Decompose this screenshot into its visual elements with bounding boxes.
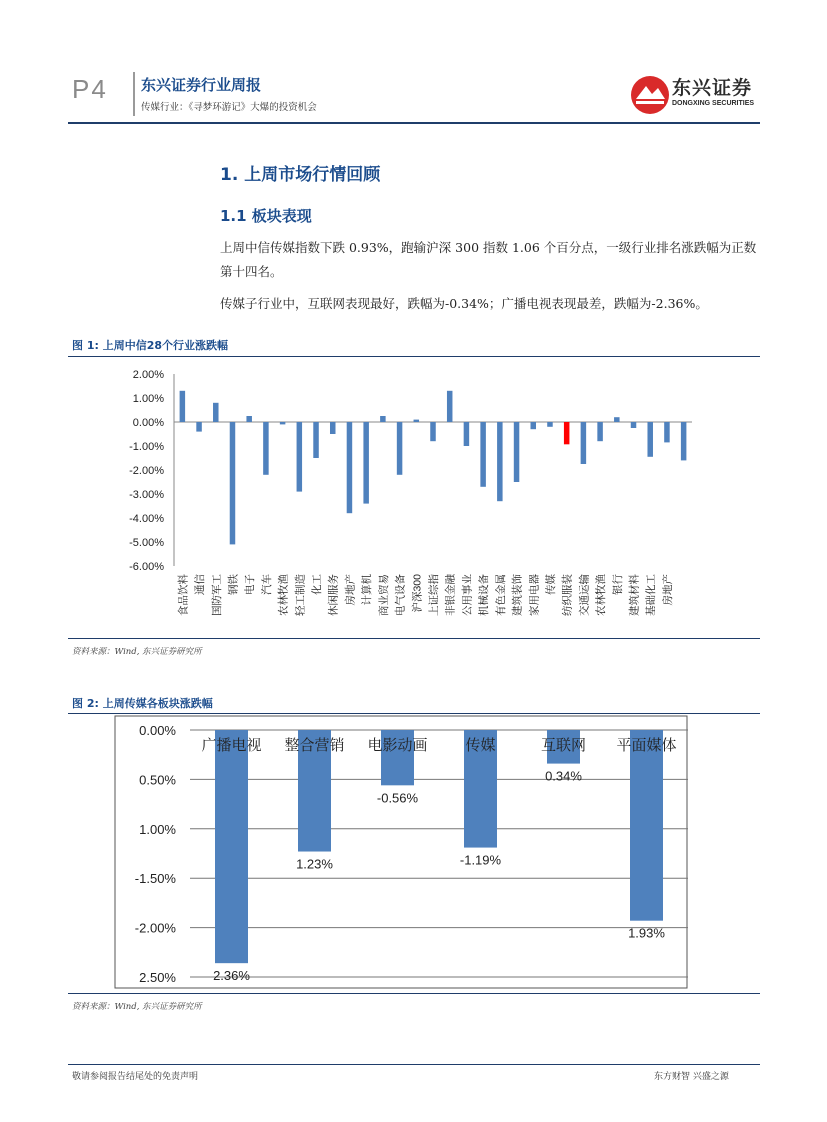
page-number: P4 (72, 74, 108, 104)
bar (280, 422, 286, 424)
bar (430, 422, 436, 441)
bar (564, 422, 570, 444)
bar (213, 403, 219, 422)
y-tick-label: -5.00% (129, 537, 164, 549)
header-divider (133, 72, 135, 116)
bar (547, 422, 553, 427)
x-category-label: 电气设备 (394, 574, 407, 616)
bar (215, 730, 248, 963)
data-label: 2.36% (213, 968, 250, 984)
y-tick-label: 1.00% (139, 821, 176, 837)
bar (614, 417, 620, 422)
industry-bar-chart (68, 360, 760, 636)
x-category-label: 通信 (194, 574, 207, 595)
logo-english-name: DONGXING SECURITIES (672, 100, 755, 107)
figure-1-top-rule (68, 356, 760, 357)
x-category-label: 建筑装饰 (511, 574, 524, 616)
figure-1-title: 图 1: 上周中信28个行业涨跌幅 (72, 339, 229, 352)
x-category-label: 计算机 (361, 574, 374, 606)
x-category-label: 建筑材料 (628, 574, 641, 616)
y-tick-label: -3.00% (129, 489, 164, 501)
report-title: 东兴证券行业周报 (141, 76, 262, 94)
paragraph-1: 上周中信传媒指数下跌 0.93%，跑输沪深 300 指数 1.06 个百分点，一级行业排名涨跌幅为正数第十四名。 (220, 240, 757, 279)
bar (597, 422, 603, 441)
figure-2-title: 图 2: 上周传媒各板块涨跌幅 (72, 697, 213, 710)
x-category-label: 房地产 (344, 574, 357, 606)
media-sector-bar-chart (68, 715, 760, 991)
bar (514, 422, 520, 482)
bar (414, 420, 420, 422)
bar (380, 416, 386, 422)
bar (631, 422, 637, 428)
data-label: -1.19% (459, 852, 502, 868)
x-category-label: 汽车 (260, 574, 273, 595)
figure-1-bottom-rule (68, 638, 760, 639)
y-tick-label: 0.00% (139, 723, 176, 738)
x-category-label: 银行 (611, 574, 624, 595)
footer-disclaimer: 敬请参阅报告结尾处的免责声明 (72, 1072, 199, 1082)
x-category-label: 农林牧渔 (277, 574, 290, 616)
y-tick-label: 0.00% (132, 417, 164, 429)
bar (263, 422, 269, 475)
bar (230, 422, 236, 544)
x-category-label: 商业贸易 (377, 574, 390, 616)
y-tick-label: -6.00% (129, 561, 164, 573)
subsection-title: 1.1 板块表现 (220, 207, 312, 225)
bar (447, 391, 453, 422)
y-tick-label: -4.00% (129, 513, 164, 525)
x-category-label: 传媒 (544, 574, 557, 595)
x-category-label: 钢铁 (227, 574, 240, 595)
report-subtitle: 传媒行业：《寻梦环游记》大爆的投资机会 (141, 102, 317, 113)
bar (681, 422, 687, 460)
data-label: 1.93% (628, 925, 665, 941)
figure-2-top-rule (68, 713, 760, 714)
bar (363, 422, 369, 504)
x-category-label: 轻工制造 (294, 574, 307, 616)
x-category-label: 休闲服务 (327, 574, 340, 616)
x-category-label: 沪深300 (411, 574, 424, 613)
y-tick-label: -2.00% (129, 465, 164, 477)
x-category-label: 纺织服装 (561, 574, 574, 616)
x-category-label: 非银金融 (444, 574, 457, 616)
bar (630, 730, 663, 921)
paragraph-2: 传媒子行业中，互联网表现最好，跌幅为-0.34%；广播电视表现最差，跌幅为-2.36%。 (220, 296, 708, 311)
footer-rule (68, 1064, 760, 1065)
data-label: 1.23% (296, 856, 333, 872)
bar (196, 422, 202, 432)
y-tick-label: 1.00% (132, 393, 164, 405)
y-tick-label: 0.50% (139, 772, 176, 788)
bar (497, 422, 503, 501)
bar (531, 422, 537, 429)
x-category-label: 交通运输 (578, 574, 591, 616)
x-category-label: 房地产 (661, 574, 674, 606)
bar (647, 422, 653, 457)
x-category-label: 化工 (311, 574, 324, 595)
y-tick-label: 2.50% (139, 970, 176, 985)
y-tick-label: -1.50% (134, 871, 176, 887)
bar (480, 422, 486, 487)
category-label: 平面媒体 (616, 737, 677, 754)
category-label: 传媒 (465, 737, 496, 754)
data-label: -0.56% (376, 790, 419, 806)
bar (397, 422, 403, 475)
header-rule (68, 122, 760, 124)
x-category-label: 家用电器 (528, 574, 541, 616)
figure-1-source: 资料来源：Wind, 东兴证券研究所 (72, 647, 202, 657)
bar (464, 422, 470, 446)
x-category-label: 国防军工 (210, 574, 223, 616)
section-title: 1. 上周市场行情回顾 (220, 165, 381, 185)
footer-slogan: 东方财智 兴盛之源 (654, 1072, 729, 1082)
x-category-label: 电子 (244, 574, 257, 595)
x-category-label: 上证综指 (428, 574, 440, 616)
y-tick-label: 2.00% (132, 369, 164, 381)
logo-chinese-name: 东兴证券 (672, 77, 753, 99)
figure-2-bottom-rule (68, 993, 760, 994)
data-label: 0.34% (545, 768, 582, 784)
bar (581, 422, 587, 464)
bar (246, 416, 252, 422)
bar (347, 422, 353, 513)
x-category-label: 机械设备 (478, 574, 491, 616)
bar (330, 422, 336, 434)
x-category-label: 农林牧渔 (595, 574, 608, 616)
bar (180, 391, 186, 422)
bar (297, 422, 303, 492)
y-tick-label: -1.00% (129, 441, 164, 453)
bar (313, 422, 319, 458)
y-tick-label: -2.00% (134, 920, 176, 936)
category-label: 互联网 (540, 737, 587, 754)
category-label: 广播电视 (201, 737, 262, 754)
bar (664, 422, 670, 442)
x-category-label: 有色金属 (494, 574, 507, 616)
x-category-label: 基础化工 (645, 574, 658, 616)
x-category-label: 食品饮料 (177, 574, 190, 616)
category-label: 电影动画 (367, 737, 428, 754)
category-label: 整合营销 (284, 737, 345, 754)
figure-2-source: 资料来源：Wind, 东兴证券研究所 (72, 1002, 202, 1012)
x-category-label: 公用事业 (461, 574, 474, 616)
